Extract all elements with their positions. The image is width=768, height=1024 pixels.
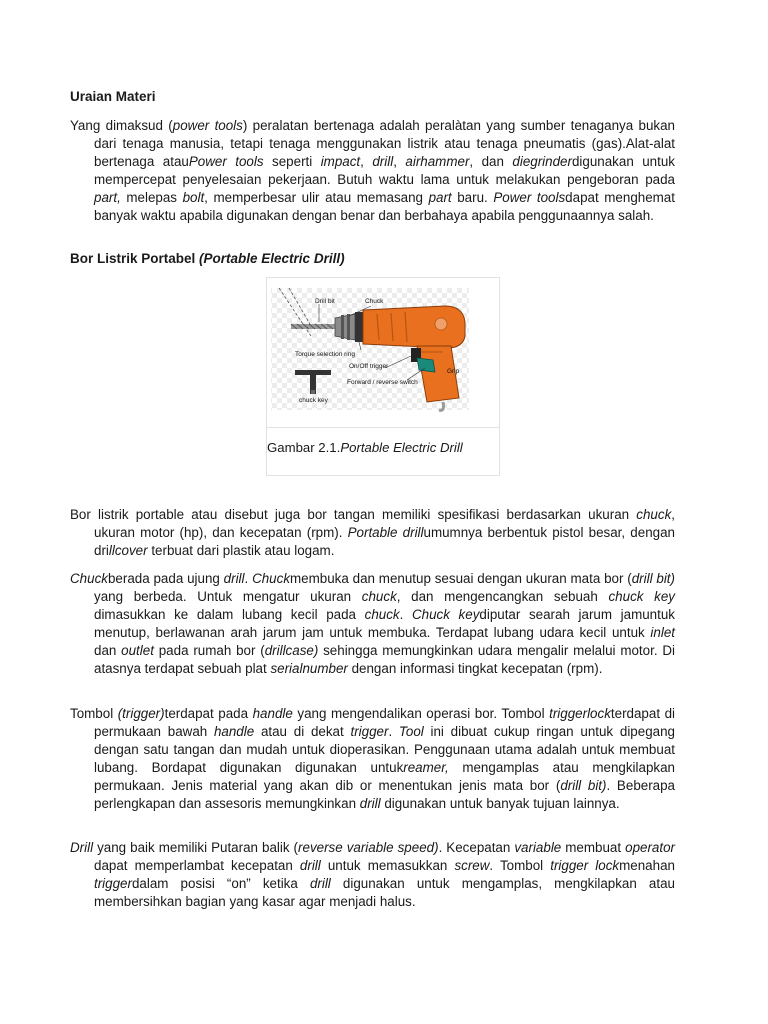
paragraph-chuck [70, 570, 675, 678]
text-run: terdapat pada [164, 706, 253, 721]
text-run: yang baik memiliki Putaran balik ( [93, 840, 299, 855]
text-run: outlet [121, 643, 154, 658]
text-run: mengamplas atau mengkilapkan permukaan. Jenis material yang akan dib or menentukan jenis mata bor ( [94, 760, 675, 793]
text-run: baru. [451, 190, 494, 205]
text-run: reamer, [403, 760, 449, 775]
body-badge [435, 318, 447, 330]
torque-ring-shape [355, 312, 363, 342]
text-run: chuck [636, 507, 672, 522]
text-run: , dan mengencangkan sebuah [396, 589, 609, 604]
text-run: Yang dimaksud ( [70, 118, 173, 133]
text-run: part [428, 190, 452, 205]
text-run: yang berbeda. Untuk mengatur ukuran [94, 589, 362, 604]
text-run: dimasukkan ke dalam lubang kecil pada [94, 607, 365, 622]
text-run: Portable drill [347, 525, 424, 540]
paragraph-bor-listrik-portable [70, 506, 675, 560]
text-run: digunakan untuk banyak tujuan lainnya. [380, 796, 620, 811]
text-run: drill [223, 571, 245, 586]
caption-prefix: Gambar 2.1. [267, 440, 341, 455]
figure-drill [266, 277, 500, 476]
text-run: drill bit) [631, 571, 675, 586]
text-run: yang mengendalikan operasi bor. Tombol [292, 706, 550, 721]
text-run: Power tools [188, 154, 264, 169]
text-run: atau di dekat [254, 724, 351, 739]
text-run: , ukuran motor (hp), dan kecepatan (rpm). [94, 507, 675, 540]
heading-main-text: Bor Listrik Portabel [70, 251, 200, 266]
text-run: diputar searah jarum jamuntuk menutup, berlawanan arah jarum jam untuk membuka. Terdapat lubang udara kecil untuk [94, 607, 675, 640]
text-run: Chuck [252, 571, 291, 586]
text-run: Drill [70, 840, 94, 855]
text-run: , [360, 154, 373, 169]
text-run: dan [94, 643, 122, 658]
text-run: berada pada ujung [107, 571, 224, 586]
text-run: menahan [619, 858, 675, 873]
text-run: terdapat di permukaan bawah [94, 706, 676, 739]
text-run: reverse variable speed) [298, 840, 439, 855]
figure-caption [267, 440, 463, 455]
text-run: Chuck key [411, 607, 480, 622]
text-run: variable [514, 840, 562, 855]
text-run: chuck key [608, 589, 675, 604]
text-run: Tool [398, 724, 424, 739]
text-run: , [393, 154, 406, 169]
text-run: ini dibuat cukup ringan untuk dipegang dengan satu tangan dan mudah untuk dioperasikan. Penggunaan utama adalah untuk membuat lubang. Bordapat digunakan digunakan untuk [94, 724, 675, 775]
text-run: . Beberapa perlengkapan dan assesoris memungkinkan [94, 778, 676, 811]
text-run: handle [252, 706, 293, 721]
label-chuck-key: chuck key [299, 397, 328, 404]
text-run: drill [359, 796, 381, 811]
text-run: Tombol [70, 706, 118, 721]
text-run: pada rumah bor ( [153, 643, 265, 658]
heading-italic-text: (Portable Electric Drill) [199, 251, 345, 266]
text-run: diegrinder [512, 154, 572, 169]
text-run: chuck [361, 589, 397, 604]
label-torque-ring: Torque selection ring [295, 351, 355, 358]
drill-illustration [267, 278, 499, 426]
section-heading-uraian-materi: Uraian Materi [70, 89, 156, 104]
text-run: drill [309, 876, 331, 891]
text-run: . [399, 607, 412, 622]
paragraph-tombol-trigger [70, 705, 675, 813]
text-run: drill bit) [560, 778, 607, 793]
text-run: digunakan untuk mempercepat penyelesaian pekerjaan. Butuh waktu lama untuk melakukan pengeboran pada [94, 154, 675, 187]
text-run: untuk memasukkan [320, 858, 455, 873]
text-run: membuat [561, 840, 626, 855]
text-run: drill [372, 154, 394, 169]
text-run: membuka dan menutup sesuai dengan ukuran mata bor ( [290, 571, 632, 586]
text-run: drillcase) [264, 643, 319, 658]
text-run: operator [625, 840, 675, 855]
text-run: terbuat dari plastik atau logam. [147, 543, 335, 558]
paragraph-drill-reverse [70, 839, 675, 911]
text-run: (trigger) [117, 706, 165, 721]
text-run: . Kecepatan [438, 840, 515, 855]
label-drill-bit: Drill bit [315, 298, 335, 305]
text-run: . [388, 724, 399, 739]
text-run: power tools [172, 118, 243, 133]
figure-divider [267, 427, 499, 428]
text-run: part, [94, 190, 121, 205]
text-run: melepas [120, 190, 183, 205]
text-run: Bor listrik portable atau disebut juga bor tangan memiliki spesifikasi berdasarkan ukuran [70, 507, 637, 522]
text-run: umumnya berbentuk pistol besar, dengan dri [94, 525, 675, 558]
text-run: . Tombol [489, 858, 551, 873]
label-forward-reverse: Forward / reverse switch [347, 379, 418, 386]
text-run: dapat memperlambat kecepatan [94, 858, 300, 873]
text-run: serialnumber [270, 661, 348, 676]
text-run: handle [213, 724, 255, 739]
text-run: digunakan untuk mengamplas, mengkilapkan atau membersihkan bagian yang kasar agar menjadi halus. [94, 876, 675, 909]
text-run: sehingga memungkinkan udara mengalir melalui motor. Di atasnya terdapat sebuah plat [94, 643, 675, 676]
label-grip: Grip [447, 368, 460, 375]
text-run: seperti [263, 154, 321, 169]
label-onoff-trigger: On/Off trigger [349, 363, 389, 370]
text-run: dalam posisi “on” ketika [131, 876, 310, 891]
drill-bit-shape [291, 324, 337, 329]
text-run: airhammer [405, 154, 470, 169]
text-run: , memperbesar ulir atau memasang [204, 190, 429, 205]
text-run: dapat menghemat banyak waktu apabila digunakan dengan benar dan berbahaya apabila penggunaannya salah. [94, 190, 675, 223]
text-run: . [244, 571, 253, 586]
text-run: , dan [469, 154, 513, 169]
caption-italic: Portable Electric Drill [340, 440, 463, 455]
text-run: inlet [650, 625, 675, 640]
paragraph-power-tools [70, 117, 675, 225]
text-run: trigger lock [550, 858, 620, 873]
text-run: impact [320, 154, 361, 169]
text-run: bolt [182, 190, 205, 205]
text-run: dengan informasi tingkat kecepatan (rpm). [347, 661, 603, 676]
chuck-shape [335, 314, 355, 340]
text-run: llcover [108, 543, 148, 558]
text-run: chuck [364, 607, 400, 622]
switch-shape [417, 358, 435, 372]
text-run: Power tools [493, 190, 566, 205]
text-run: triggerlock [549, 706, 611, 721]
text-run: trigger [350, 724, 389, 739]
text-run: ) peralatan bertenaga adalah peralàtan yang sumber tenaganya bukan dari tenaga manusia, tetapi tenaga menggunakan listrik atau tenaga pneumatis (gas).Alat-alat bertenaga atau [94, 118, 675, 169]
label-chuck: Chuck [365, 298, 384, 305]
text-run: Chuck [70, 571, 108, 586]
section-heading-bor-listrik [70, 251, 345, 266]
text-run: screw [454, 858, 490, 873]
text-run: drill [299, 858, 321, 873]
text-run: trigger [94, 876, 132, 891]
